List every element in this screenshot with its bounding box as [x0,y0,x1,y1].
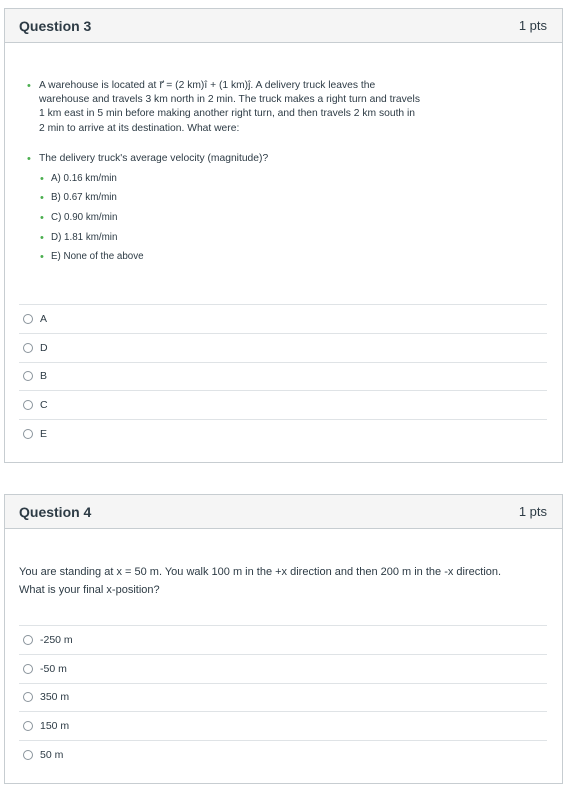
answer-list [19,625,547,769]
answer-option[interactable] [19,362,547,391]
radio-button[interactable] [23,314,33,324]
radio-button[interactable] [23,664,33,674]
question-4-card [4,494,563,784]
prompt-line: What is your final x-position? [19,584,160,596]
prompt-line: • A warehouse is located at r⃗ = (2 km)î + (1 km)ĵ. A delivery truck leaves the [39,80,376,91]
question-body [5,79,562,264]
answer-label: 350 m [40,691,70,704]
question-body [5,563,562,599]
answer-option[interactable] [19,740,547,769]
radio-button[interactable] [23,721,33,731]
question-prompt [5,79,562,136]
sub-question: • The delivery truck's average velocity (magnitude)? [5,152,562,166]
question-points: 1 pts [518,18,547,33]
question-prompt [5,563,562,599]
answer-option[interactable] [19,683,547,712]
answer-label: -250 m [40,633,73,646]
answer-label: D [40,341,48,354]
answer-list [19,304,547,448]
question-3-card [4,8,563,463]
answer-label: 50 m [40,749,64,762]
answer-option[interactable] [19,419,547,448]
answer-option[interactable] [19,711,547,740]
prompt-line: You are standing at x = 50 m. You walk 100 m in the +x direction and then 200 m in the -x direction. [19,566,502,578]
answer-label: 150 m [40,720,70,733]
answer-label: -50 m [40,662,67,675]
option-text: • D) 1.81 km/min [5,231,562,245]
radio-button[interactable] [23,750,33,760]
question-points: 1 pts [518,504,547,519]
answer-option[interactable] [19,390,547,419]
radio-button[interactable] [23,400,33,410]
option-text: • A) 0.16 km/min [5,172,562,186]
question-header [5,495,562,529]
answer-label: B [40,370,48,383]
radio-button[interactable] [23,343,33,353]
radio-button[interactable] [23,371,33,381]
question-header [5,9,562,43]
radio-button[interactable] [23,692,33,702]
option-text: • C) 0.90 km/min [5,211,562,225]
question-title: Question 3 [19,18,92,34]
answer-option[interactable] [19,654,547,683]
answer-option[interactable] [19,304,547,333]
answer-label: A [40,312,48,325]
prompt-line: 2 min to arrive at its destination. What were: [39,122,240,134]
answer-option[interactable] [19,625,547,654]
prompt-line: 1 km east in 5 min before making another right turn, and then travels 2 km south in [39,108,416,120]
option-text: • B) 0.67 km/min [5,191,562,205]
answer-label: C [40,399,48,412]
answer-option[interactable] [19,333,547,362]
question-title: Question 4 [19,504,92,520]
radio-button[interactable] [23,635,33,645]
option-text: • E) None of the above [5,250,562,264]
radio-button[interactable] [23,429,33,439]
answer-label: E [40,428,48,441]
prompt-line: warehouse and travels 3 km north in 2 min. The truck makes a right turn and travels [39,94,420,106]
